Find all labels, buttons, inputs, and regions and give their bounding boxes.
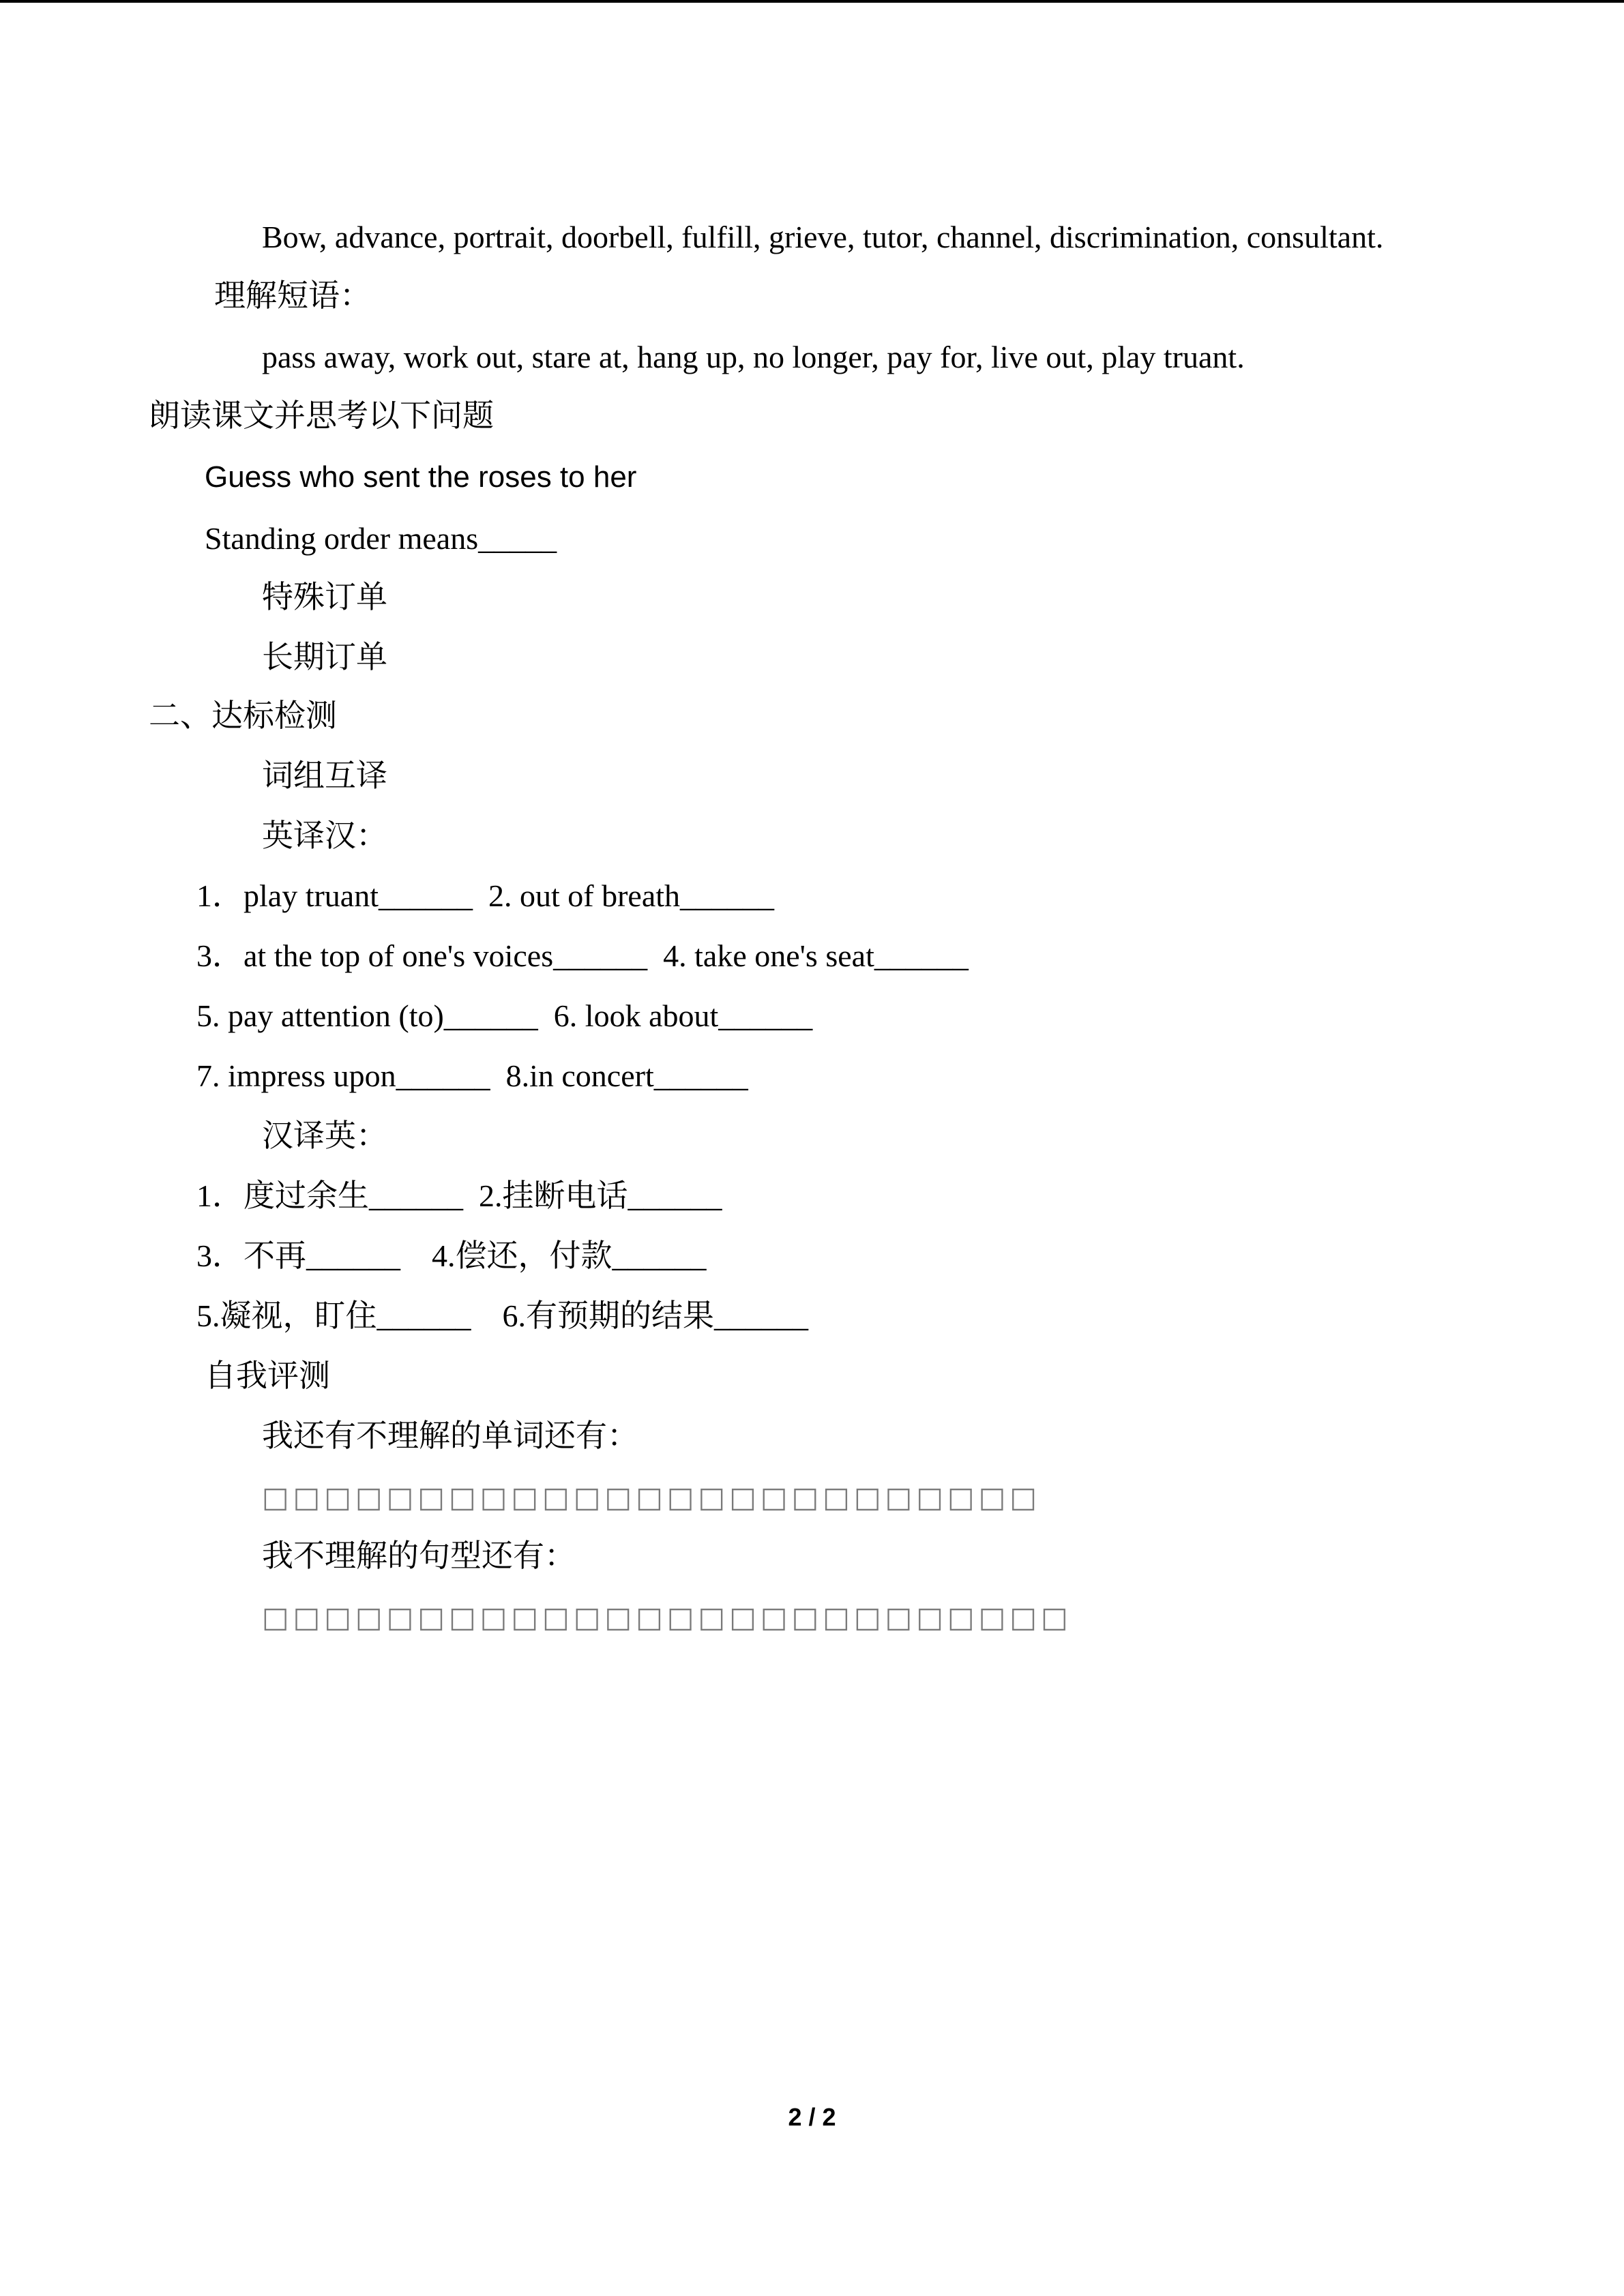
question-roses: Guess who sent the roses to her [205, 460, 637, 494]
unknown-sentences-prompt: 我不理解的句型还有： [262, 1538, 576, 1573]
option-long-term-order: 长期订单 [262, 640, 387, 674]
unknown-words-prompt: 我还有不理解的单词还有： [262, 1418, 638, 1453]
option-special-order: 特殊订单 [262, 580, 387, 614]
page-number: 2 / 2 [788, 2103, 836, 2131]
english-to-chinese-heading: 英译汉： [262, 818, 387, 853]
exercise-row-cn-1: 1．度过余生______ 2.挂断电话______ [196, 1178, 722, 1213]
phrases-heading: 理解短语： [214, 278, 371, 313]
unknown-words-boxes: □□□□□□□□□□□□□□□□□□□□□□□□□ [262, 1480, 1042, 1514]
unknown-sentences-boxes: □□□□□□□□□□□□□□□□□□□□□□□□□□ [262, 1600, 1072, 1634]
exercise-row-en-4: 7. impress upon______ 8.in concert______ [196, 1058, 748, 1093]
page-top-border [0, 0, 1624, 3]
exercise-row-cn-2: 3．不再______ 4.偿还，付款______ [196, 1238, 707, 1273]
question-standing-order: Standing order means_____ [205, 521, 557, 556]
vocabulary-words-line: Bow, advance, portrait, doorbell, fulfill, grieve, tutor, channel, discrimination, consultant. [262, 220, 1384, 254]
section-two-heading: 二、达标检测 [149, 698, 337, 733]
phrases-line: pass away, work out, stare at, hang up, no longer, pay for, live out, play truant. [262, 340, 1245, 374]
translation-heading: 词组互译 [262, 758, 387, 793]
exercise-row-en-3: 5. pay attention (to)______ 6. look about______ [196, 998, 813, 1033]
exercise-row-en-2: 3．at the top of one's voices______ 4. take one's seat______ [196, 938, 969, 973]
exercise-row-cn-3: 5.凝视，盯住______ 6.有预期的结果______ [196, 1298, 808, 1333]
reading-heading: 朗读课文并思考以下问题 [149, 398, 494, 433]
chinese-to-english-heading: 汉译英： [262, 1118, 387, 1153]
exercise-row-en-1: 1．play truant______ 2. out of breath______ [196, 878, 775, 913]
self-evaluation-heading: 自我评测 [205, 1358, 330, 1393]
